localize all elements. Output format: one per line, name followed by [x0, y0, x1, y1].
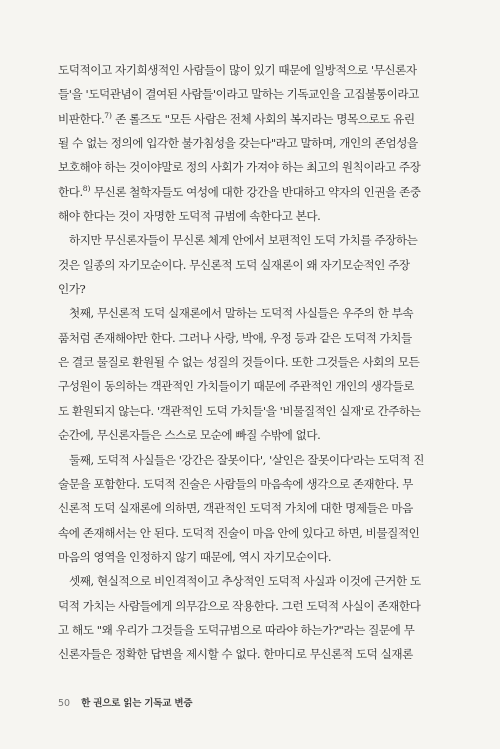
- footnote-marker: 8): [82, 183, 91, 193]
- text-line: 마음의 영역을 인정하지 않기 때문에, 역시 자기모순이다.: [58, 549, 332, 564]
- paragraph-start-line: 첫째, 무신론적 도덕 실재론에서 말하는 도덕적 사실들은 우주의 한 부속: [69, 306, 414, 321]
- body-text: [58, 58, 448, 667]
- text-line: 한다.$^{8)}$ 무신론 철학자들도 여성에 대한 강간을 반대하고 약자의 인권을 존중: [58, 183, 421, 199]
- text-line: 구성원이 동의하는 객관적인 가치들이기 때문에 주관적인 개인의 생각들로: [58, 379, 414, 394]
- text-line: 것은 일종의 자기모순이다. 무신론적 도덕 실재론이 왜 자기모순적인 주장: [58, 257, 410, 272]
- text-line: 은 결코 물질로 환원될 수 없는 성질의 것들이다. 또한 그것들은 사회의 모든: [58, 355, 420, 370]
- paragraph-start-line: 둘째, 도덕적 사실들은 '강간은 잘못이다', '살인은 잘못이다'라는 도덕적 진: [69, 452, 425, 467]
- text-line: 신론자들은 정확한 답변을 제시할 수 없다. 한마디로 무신론적 도덕 실재론: [58, 647, 413, 662]
- text-line: 도 환원되지 않는다. '객관적인 도덕 가치들'을 '비물질적인 실재'로 간주하는: [58, 403, 421, 418]
- text-line: 순간에, 무신론자들은 스스로 모순에 빠질 수밖에 없다.: [58, 428, 321, 443]
- text-line: 인가?: [58, 282, 86, 297]
- paragraph-start-line: 셋째, 현실적으로 비인격적이고 추상적인 도덕적 사실과 이것에 근거한 도: [69, 574, 421, 589]
- text-line: 들'을 '도덕관념이 결여된 사람들'이라고 말하는 기독교인을 고집불통이라고: [58, 87, 419, 102]
- text-line: 도덕적이고 자기희생적인 사람들이 많이 있기 때문에 일방적으로 '무신론자: [58, 63, 417, 77]
- text-line: 덕적 가치는 사람들에게 의무감으로 작용한다. 그런 도덕적 사실이 존재한다: [58, 598, 421, 613]
- text-line: 술문을 포함한다. 도덕적 진술은 사람들의 마음속에 생각으로 존재한다. 무: [58, 476, 413, 491]
- text-line: 고 해도 "왜 우리가 그것들을 도덕규범으로 따라야 하는가?"라는 질문에 무: [58, 622, 415, 637]
- book-title: 한 권으로 읽는 기독교 변증: [81, 698, 193, 709]
- text-line: 해야 한다는 것이 자명한 도덕적 규범에 속한다고 본다.: [58, 209, 321, 224]
- page-footer: [58, 695, 192, 709]
- text-line: 보호해야 하는 것이야말로 정의 사회가 가져야 하는 최고의 원칙이라고 주장: [58, 160, 421, 175]
- footnote-marker: 7): [104, 110, 112, 120]
- paragraph-start-line: 하지만 무신론자들이 무신론 체계 안에서 보편적인 도덕 가치를 주장하는: [69, 233, 418, 248]
- text-line: 품처럼 존재해야만 한다. 그러나 사랑, 박애, 우정 등과 같은 도덕적 가치들: [58, 330, 412, 345]
- text-line: 신론적 도덕 실재론에 의하면, 객관적인 도덕적 가치에 대한 명제들은 마음: [58, 501, 413, 516]
- page-number: 50: [58, 698, 71, 709]
- text-line: 비판한다.$^{7)}$ 존 롤즈도 "모든 사람은 전체 사회의 복지라는 명목으로도 유린: [58, 110, 415, 126]
- text-line: 속에 존재해서는 안 된다. 도덕적 진술이 마음 안에 있다고 하면, 비물질적인: [58, 525, 420, 540]
- text-line: 될 수 없는 정의에 입각한 불가침성을 갖는다"라고 말하며, 개인의 존엄성을: [58, 136, 418, 151]
